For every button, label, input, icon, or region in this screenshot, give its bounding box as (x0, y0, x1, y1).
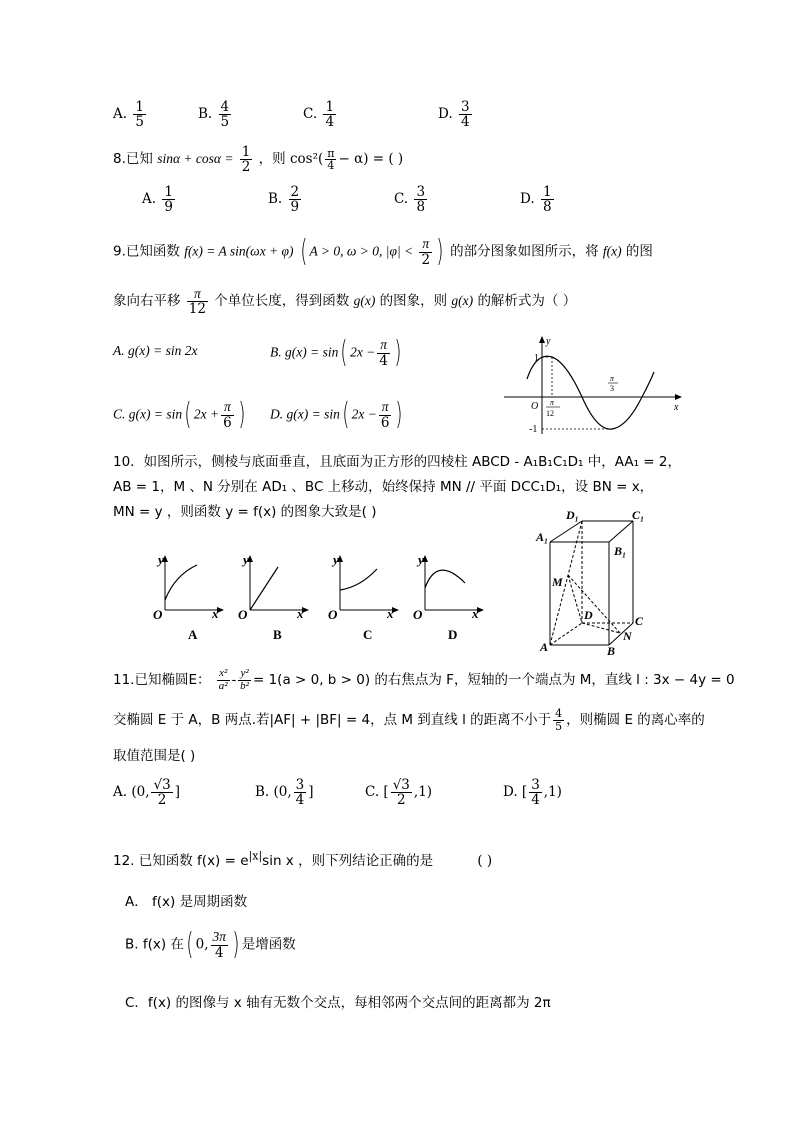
graph-label-c: C (363, 627, 373, 642)
fraction: $\frac{\pi}{4}$ (327, 146, 335, 173)
x-label: x (472, 606, 479, 621)
x-label: x (387, 606, 394, 621)
label-m: M (552, 575, 563, 589)
graph-d (413, 552, 484, 642)
origin-label: O (153, 607, 163, 622)
pi-over-3-num: π (610, 374, 615, 383)
label-b1: B₁ (614, 544, 627, 558)
graph-b (238, 552, 309, 642)
y-label: y (243, 552, 249, 567)
fraction: $\frac{3\pi}{4}$ (212, 929, 227, 961)
fraction: $\frac{1}{2}$ (241, 144, 251, 176)
q11-option-a: A. (0, $\frac{√3}{2}$ ] (113, 777, 180, 809)
fraction: $\frac{\pi}{6}$ (380, 399, 390, 431)
q12-option-a: A． f(x) 是周期函数 (125, 894, 248, 910)
tick-label-neg-one: -1 (529, 424, 538, 435)
origin-label: O (413, 607, 423, 622)
x-label: x (212, 606, 219, 621)
label-b: B (607, 644, 616, 655)
q12-option-b: B. f(x) 在( 0, $\frac{3\pi}{4}$ ) 是增函数 (125, 927, 296, 962)
tick-label-one: 1 (534, 353, 539, 364)
x-label: x (297, 606, 304, 621)
y-label: y (418, 552, 424, 567)
y-axis-label: y (546, 336, 551, 347)
label-a1: A₁ (536, 530, 549, 544)
graph-c (328, 552, 399, 642)
pi-over-12-num: π (550, 398, 555, 407)
q7-option-b: B. $\frac{4}{5}$ (198, 99, 230, 131)
q10-prism-figure (528, 505, 663, 655)
label-c: C (635, 614, 644, 628)
q11-line3: 取值范围是( ) (113, 748, 196, 764)
q10-line1: 10．如图所示，侧棱与底面垂直，且底面为正方形的四棱柱 ABCD - A₁B₁C₁D₁ 中，AA₁ = 2， (113, 454, 682, 470)
q10-line3: MN = y ，则函数 y = f(x) 的图象大致是( ) (113, 504, 377, 520)
q10-line2: AB = 1，M 、N 分别在 AD₁ 、BC 上移动，始终保持 MN // 平面 DCC₁D₁，设 BN = x， (113, 479, 654, 495)
fraction: $\frac{4}{5}$ (555, 707, 563, 733)
q9-option-b: B. g(x) = sin( 2x − $\frac{\pi}{4}$ ) (270, 335, 402, 370)
fraction: $\frac{\pi}{12}$ (188, 286, 206, 318)
label-d: D (584, 608, 593, 622)
y-label: y (158, 552, 164, 567)
label-d1: D₁ (566, 508, 579, 522)
x-axis-label: x (674, 402, 679, 413)
fraction: $\frac{1}{8}$ (542, 184, 552, 216)
curve-a (165, 565, 197, 600)
q7-option-a: A. $\frac{1}{5}$ (113, 99, 144, 131)
q9-line1: 9.已知函数 f(x) = A sin(ωx + φ) ( A > 0, ω > 0, |φ| < $\frac{\pi}{2}$ ) 的部分图象如图所示，将 f(x) 的图 (113, 234, 653, 269)
q8-option-c: C. $\frac{3}{8}$ (394, 184, 426, 216)
q8-stem: 8.已知 sinα + cosα = $\frac{1}{2}$ ，则 cos²( $\frac{\pi}{4}$ − α) = ( ) (113, 144, 404, 176)
fraction: $\frac{3}{4}$ (460, 99, 470, 131)
fraction: $\frac{3}{4}$ (295, 777, 305, 809)
q11-line2: 交椭圆 E 于 A，B 两点.若|AF| + |BF| = 4，点 M 到直线 l 的距离不小于 $\frac{4}{5}$ ，则椭圆 E 的离心率的 (113, 707, 705, 733)
q9-option-d: D. g(x) = sin( 2x − $\frac{\pi}{6}$ ) (270, 397, 403, 432)
q8-option-a: A. $\frac{1}{9}$ (142, 184, 173, 216)
fraction: $\frac{\text{x²}}{\text{a²}}$ (218, 667, 228, 692)
fraction: $\frac{\pi}{6}$ (223, 399, 232, 431)
label-n: N (623, 629, 632, 643)
q9-line2: 象向右平移 $\frac{\pi}{12}$ 个单位长度，得到函数 g(x) 的图象，则 g(x) 的解析式为（ ） (113, 286, 577, 318)
y-axis-arrow-icon (539, 336, 545, 343)
curve-d (425, 570, 465, 588)
q11-option-d: D. [ $\frac{3}{4}$ ,1) (503, 777, 562, 809)
origin-label: O (328, 607, 338, 622)
fraction: $\frac{√3}{2}$ (153, 777, 171, 809)
curve-c (340, 569, 377, 590)
sine-curve (527, 356, 654, 429)
q7-option-c: C. $\frac{1}{4}$ (303, 99, 335, 131)
x-axis-arrow-icon (675, 394, 682, 400)
q8-option-b: B. $\frac{2}{9}$ (268, 184, 300, 216)
origin-label: O (238, 607, 248, 622)
y-label: y (333, 552, 339, 567)
fraction: $\frac{3}{8}$ (416, 184, 426, 216)
fraction: $\frac{2}{9}$ (290, 184, 300, 216)
fraction: $\frac{1}{4}$ (325, 99, 335, 131)
graph-label-a: A (188, 627, 198, 642)
fraction: $\frac{\text{y²}}{\text{b²}}$ (240, 667, 249, 692)
q12-option-c: C．f(x) 的图像与 x 轴有无数个交点，每相邻两个交点间的距离都为 2π (125, 995, 551, 1011)
curve-b (250, 567, 278, 610)
q7-option-d: D. $\frac{3}{4}$ (438, 99, 470, 131)
q9-sine-graph (500, 334, 690, 439)
graph-label-d: D (448, 627, 458, 642)
origin-label: O (531, 401, 539, 412)
pi-over-12-den: 12 (546, 409, 554, 418)
q10-answer-graphs (145, 545, 490, 645)
q9-option-a: A. g(x) = sin 2x (113, 343, 198, 358)
fraction: $\frac{√3}{2}$ (392, 777, 410, 809)
q11-option-b: B. (0, $\frac{3}{4}$ ] (255, 777, 314, 809)
graph-a (153, 552, 224, 642)
fraction: $\frac{1}{5}$ (135, 99, 144, 131)
label-c1: C₁ (632, 508, 645, 522)
q11-option-c: C. [ $\frac{√3}{2}$ ,1) (365, 777, 433, 809)
q9-option-c: C. g(x) = sin( 2x + $\frac{\pi}{6}$ ) (113, 397, 246, 432)
label-a: A (540, 640, 549, 654)
fraction: $\frac{\pi}{4}$ (379, 337, 388, 369)
graph-label-b: B (273, 627, 282, 642)
q11-line1: 11.已知椭圆E： $\frac{\text{x²}}{\text{a²}}$ - $\frac{\text{y²}}{\text{b²}}$ = 1(a > 0, b > 0) 的右焦点为 F，短轴的一个端点为 M，直线 l : 3x − 4y = 0 (113, 667, 735, 692)
fraction: $\frac{\pi}{2}$ (421, 236, 431, 268)
q12-stem: 12. 已知函数 $f(x) = e^{|x|}\sin$ x ，则下列结论正确的是 ( ) (113, 849, 493, 869)
fraction: $\frac{4}{5}$ (220, 99, 230, 131)
fraction: $\frac{1}{9}$ (164, 184, 173, 216)
pi-over-3-den: 3 (610, 384, 614, 393)
q8-option-d: D. $\frac{1}{8}$ (520, 184, 552, 216)
fraction: $\frac{3}{4}$ (531, 777, 540, 809)
